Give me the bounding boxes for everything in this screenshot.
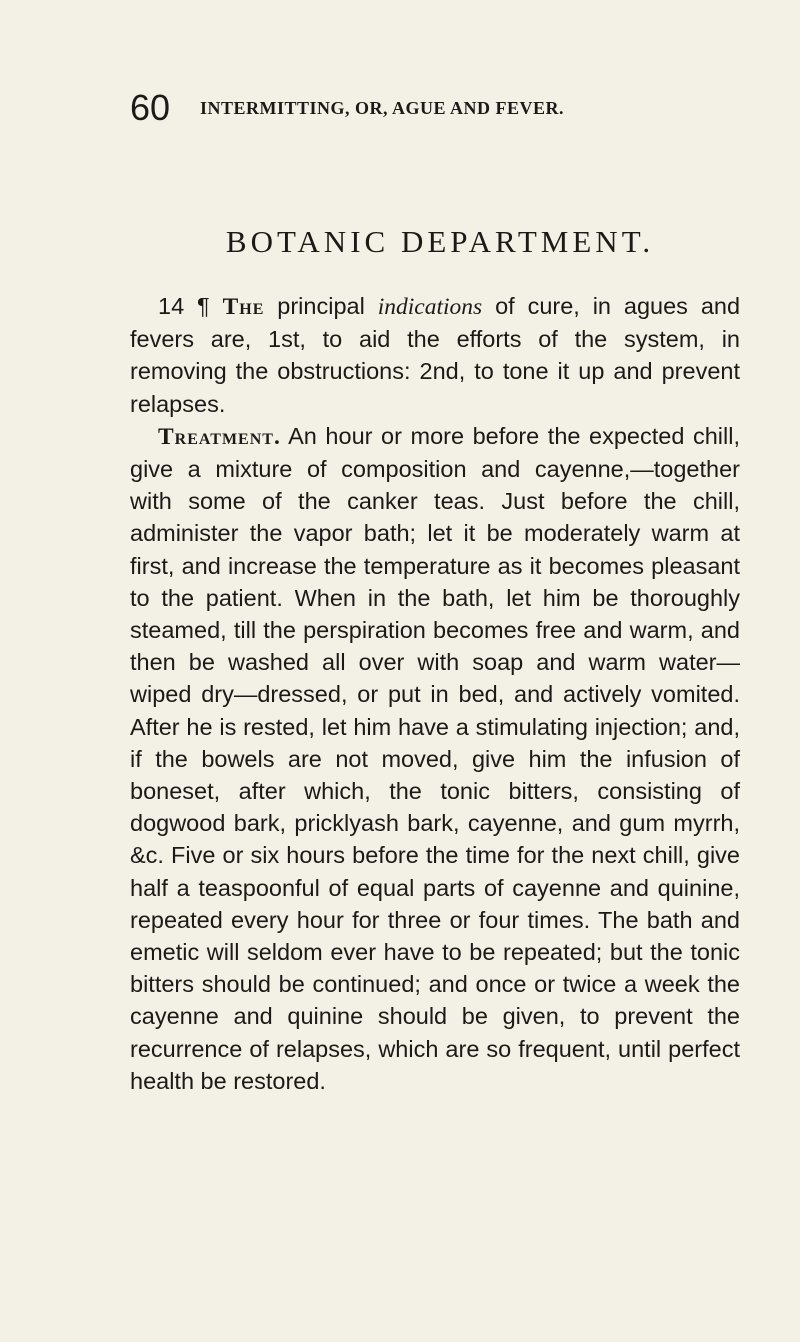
paragraph-text: An hour or more before the expected chill, give a mixture of composition and cayenne,—together with some of the canker teas. Just before the chill, administer the vapor bath; let it be moderately warm at first, and increase the temperature as it becomes pleasant to the patient. When in the bath, let him be thoroughly steamed, till the perspiration becomes free and warm, and then be washed all over with soap and warm water—wiped dry—dressed, or put in bed, and actively vomited. After he is rested, let him have a stimulating injection; and, if the bowels are not moved, give him the infusion of boneset, after which, the tonic bitters, consisting of dogwood bark, pricklyash bark, cayenne, and gum myrrh, &c. Five or six hours before the time for the next chill, give half a teaspoonful of equal parts of cayenne and quinine, repeated every hour for three or four times. The bath and emetic will seldom ever have to be repeated; but the tonic bitters should be continued; and once or twice a week the cayenne and quinine should be given, to prevent the recurrence of relapses, which are so frequent, until perfect health be restored. <box>130 422 741 1094</box>
treatment-heading: Treatment. <box>158 423 281 450</box>
running-head <box>130 84 770 134</box>
paragraph-text: principal <box>277 293 365 319</box>
paragraph-number: 14 ¶ <box>158 293 210 319</box>
paragraph-text: of cure, in agues and fevers are, 1st, to aid the efforts of the system, in removing the obstructions: 2nd, to tone it up and prevent relapses. <box>130 293 741 417</box>
body-text <box>130 290 740 1097</box>
page-number: 60 <box>130 87 171 128</box>
paragraph-indications <box>130 290 740 420</box>
paragraph-treatment <box>130 420 740 1097</box>
running-title: INTERMITTING, OR, AGUE AND FEVER. <box>200 98 565 118</box>
paragraph-lead-word: The <box>222 294 265 320</box>
emphasized-word: indications <box>377 294 483 320</box>
section-title: BOTANIC DEPARTMENT. <box>225 224 655 259</box>
